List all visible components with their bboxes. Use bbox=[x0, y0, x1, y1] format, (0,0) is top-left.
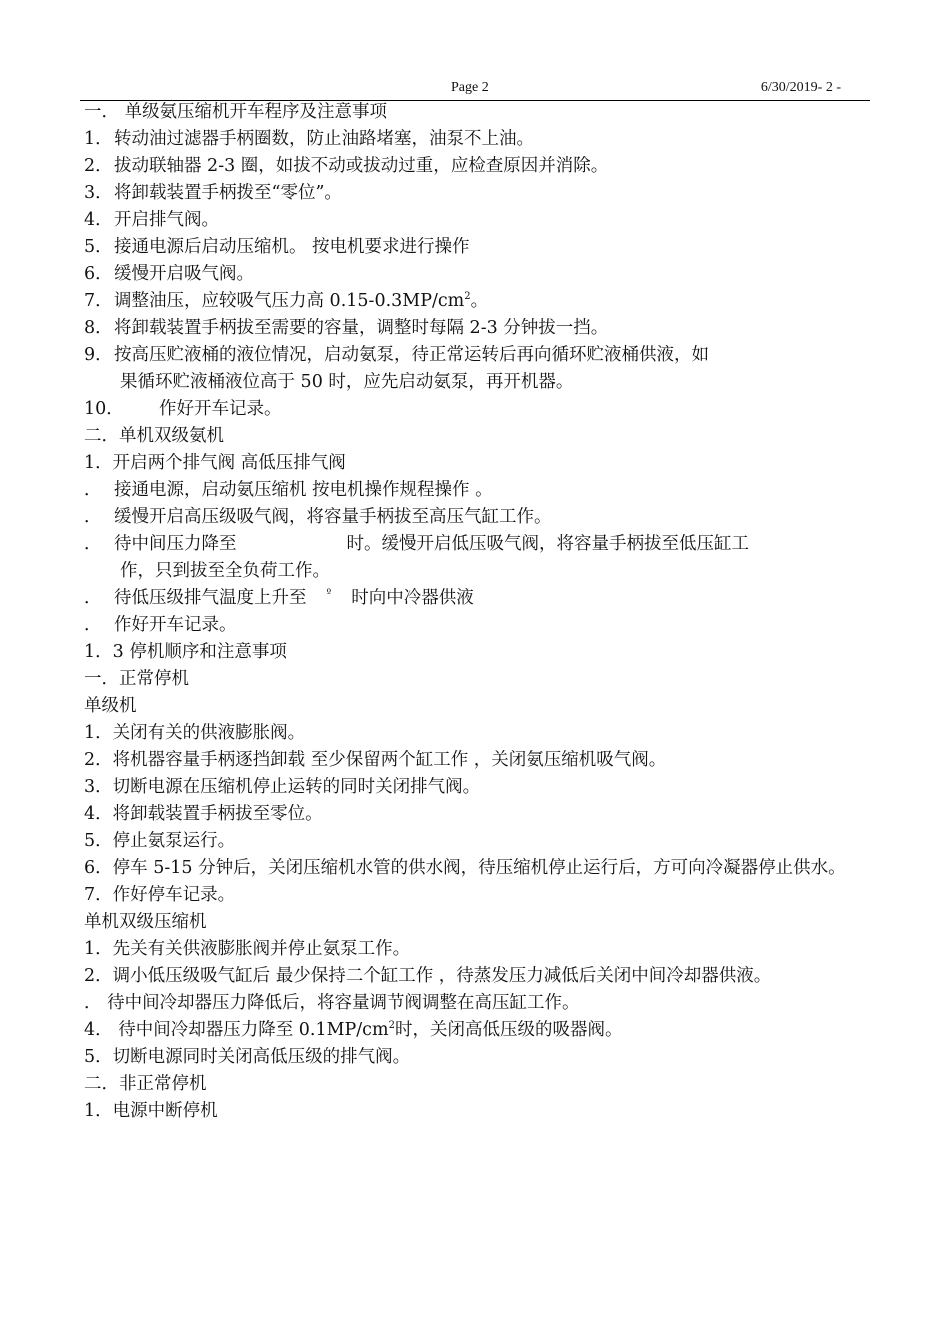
list-item: ． 作好开车记录。 bbox=[84, 615, 237, 635]
list-item: 3．切断电源在压缩机停止运转的同时关闭排气阀。 bbox=[84, 777, 481, 797]
list-item: 2．调小低压级吸气缸后 最少保持二个缸工作 ，待蒸发压力减低后关闭中间冷却器供液。 bbox=[84, 966, 772, 986]
list-item: 9．按高压贮液桶的液位情况，启动氨泵，待正常运转后再向循环贮液桶供液，如 bbox=[84, 345, 709, 365]
list-item: ． 待中间冷却器压力降低后，将容量调节阀调整在高压缸工作。 bbox=[84, 993, 580, 1013]
list-item: 6．停车 5-15 分钟后，关闭压缩机水管的供水阀，待压缩机停止运行后，方可向冷凝器停止供水。 bbox=[84, 858, 846, 878]
list-item: 10． 作好开车记录。 bbox=[84, 399, 282, 419]
section-title: 1．3 停机顺序和注意事项 bbox=[84, 642, 287, 662]
list-item: ． 待中间压力降至 时。缓慢开启低压吸气阀，将容量手柄拔至低压缸工 bbox=[84, 534, 749, 554]
list-item: 5．接通电源后启动压缩机。 按电机要求进行操作 bbox=[84, 237, 470, 257]
list-item: ． 缓慢开启高压级吸气阀，将容量手柄拔至高压气缸工作。 bbox=[84, 507, 552, 527]
page-number: Page 2 bbox=[451, 80, 489, 95]
superscript: 2 bbox=[388, 1020, 395, 1032]
degree-symbol: º bbox=[326, 588, 332, 600]
list-item: 1．关闭有关的供液膨胀阀。 bbox=[84, 723, 306, 743]
list-item: 2．拔动联轴器 2-3 圈，如拔不动或拔动过重，应检查原因并消除。 bbox=[84, 156, 609, 176]
list-item: 1．转动油过滤器手柄圈数，防止油路堵塞，油泵不上油。 bbox=[84, 129, 534, 149]
list-item: ． 接通电源，启动氨压缩机 按电机操作规程操作 。 bbox=[84, 480, 493, 500]
list-item: 2．将机器容量手柄逐挡卸载 至少保留两个缸工作 ，关闭氨压缩机吸气阀。 bbox=[84, 750, 667, 770]
superscript: 2 bbox=[464, 291, 471, 303]
list-item: 1．开启两个排气阀 高低压排气阀 bbox=[84, 453, 346, 473]
list-item: 3．将卸载装置手柄拨至“零位”。 bbox=[84, 183, 342, 203]
subsection-title: 单机双级压缩机 bbox=[84, 912, 207, 932]
list-item: ． 待低压级排气温度上升至 $^º$ 时向中冷器供液 bbox=[84, 588, 474, 608]
list-item: 4． 待中间冷却器压力降至 $0.1MP/cm^2$时，关闭高低压级的吸器阀。 bbox=[84, 1020, 623, 1040]
list-item: 7．作好停车记录。 bbox=[84, 885, 236, 905]
list-item: 6．缓慢开启吸气阀。 bbox=[84, 264, 254, 284]
list-item: 1．电源中断停机 bbox=[84, 1101, 218, 1121]
list-item: 4．开启排气阀。 bbox=[84, 210, 219, 230]
subsection-title: 二．非正常停机 bbox=[84, 1074, 207, 1094]
header-date: 6/30/2019- 2 - bbox=[760, 80, 841, 95]
page-header bbox=[80, 78, 870, 101]
section-title: 一． 单级氨压缩机开车程序及注意事项 bbox=[84, 102, 388, 122]
list-item: 1．先关有关供液膨胀阀并停止氨泵工作。 bbox=[84, 939, 411, 959]
list-item-continuation: 果循环贮液桶液位高于 50 时，应先启动氨泵，再开机器。 bbox=[120, 372, 574, 392]
document-body bbox=[84, 99, 870, 1125]
list-item: 4．将卸载装置手柄拔至零位。 bbox=[84, 804, 323, 824]
list-item: 8．将卸载装置手柄拔至需要的容量，调整时每隔 2-3 分钟拔一挡。 bbox=[84, 318, 609, 338]
list-item: 5．切断电源同时关闭高低压级的排气阀。 bbox=[84, 1047, 411, 1067]
list-item-continuation: 作，只到拔至全负荷工作。 bbox=[120, 561, 330, 581]
subsection-title: 一．正常停机 bbox=[84, 669, 189, 689]
subsection-title: 单级机 bbox=[84, 696, 137, 716]
list-item: 7．调整油压，应较吸气压力高 $0.15-0.3MP/cm^2$。 bbox=[84, 291, 489, 311]
section-title: 二．单机双级氨机 bbox=[84, 426, 224, 446]
list-item: 5．停止氨泵运行。 bbox=[84, 831, 236, 851]
